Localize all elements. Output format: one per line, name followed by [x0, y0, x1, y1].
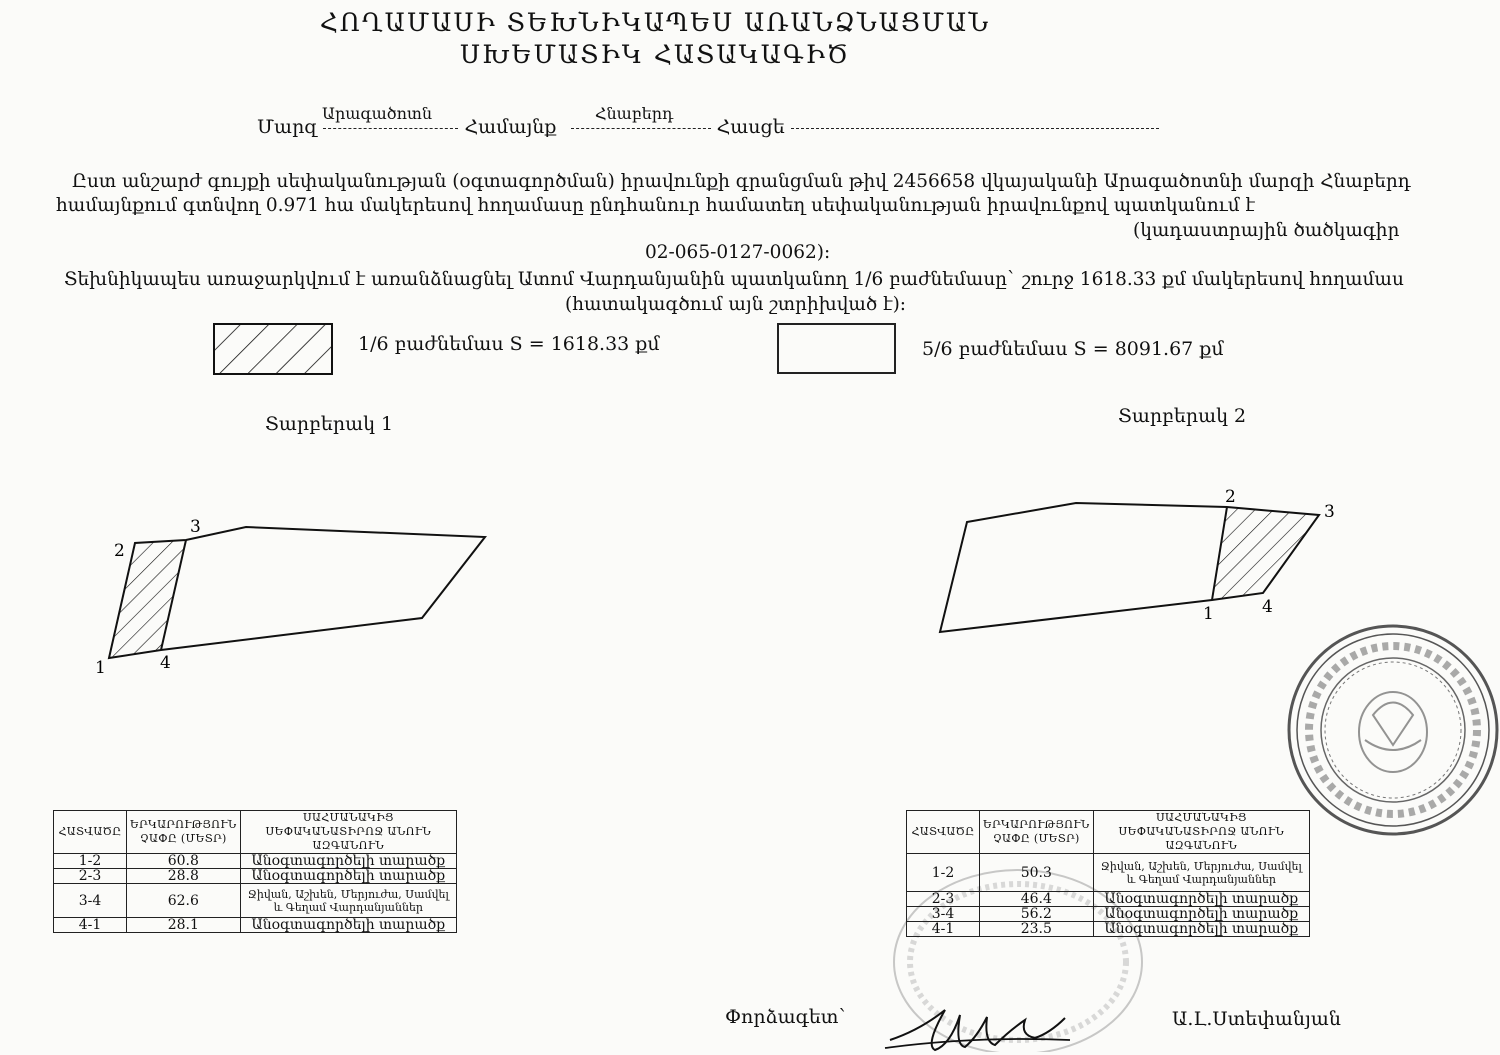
v2-r3-len: 56.2: [980, 907, 1094, 922]
table-row: [907, 922, 1310, 937]
v2-r3-seg: 3-4: [907, 907, 980, 922]
table-row: [907, 907, 1310, 922]
variant1-segment-table: [53, 810, 457, 933]
v1-r1-len: 60.8: [127, 854, 241, 869]
v2-point-3: 3: [1324, 502, 1335, 522]
v1-r1-owner: Անօգտագործելի տարածք: [240, 854, 456, 869]
table-row: [907, 854, 1310, 892]
cadastral-code: 02-065-0127-0062):: [645, 242, 831, 263]
hatched-legend-box: [213, 323, 333, 375]
table-row: [54, 918, 457, 933]
v2-r1-seg: 1-2: [907, 854, 980, 892]
v1-point-2: 2: [114, 541, 125, 561]
table-row: [54, 854, 457, 869]
expert-name: Ա.Լ.Ստեփանյան: [1172, 1008, 1341, 1030]
official-seal: [1285, 620, 1500, 840]
v2-col-segment: ՀԱՏՎԱԾԸ: [907, 811, 980, 854]
marz-value: Արագածոտն: [322, 104, 433, 123]
variant1-title: Տարբերակ 1: [265, 413, 394, 435]
v1-point-3: 3: [190, 517, 201, 537]
v2-point-1: 1: [1203, 604, 1214, 624]
document-subtitle: ՍԽԵՄԱՏԻԿ ՀԱՏԱԿԱԳԻԾ: [459, 40, 851, 69]
table-row: [54, 884, 457, 918]
body-line-5: Տեխնիկապես առաջարկվում է առանձնացնել Ատոմ Վարդանյանին պատկանող 1/6 բաժնեմասը` շուրջ 1618.33 քմ մակերեսով հողամաս: [64, 269, 1404, 290]
v2-r2-len: 46.4: [980, 892, 1094, 907]
expert-label: Փորձագետ`: [725, 1006, 848, 1028]
variant2-segment-table: [906, 810, 1310, 937]
v2-r2-owner: Անօգտագործելի տարածք: [1093, 892, 1309, 907]
v2-r4-len: 23.5: [980, 922, 1094, 937]
v1-point-4: 4: [160, 653, 171, 673]
v1-r4-seg: 4-1: [54, 918, 127, 933]
v1-r3-len: 62.6: [127, 884, 241, 918]
expert-signature: [880, 990, 1080, 1055]
address-label: Հասցե: [716, 116, 785, 138]
v2-point-2: 2: [1225, 487, 1236, 507]
v2-r3-owner: Անօգտագործելի տարածք: [1093, 907, 1309, 922]
community-value: Հնաբերդ: [595, 104, 674, 123]
table-row: [907, 892, 1310, 907]
variant2-share-area: [1212, 507, 1319, 600]
v1-r2-owner: Անօգտագործելի տարածք: [240, 869, 456, 884]
v1-r4-owner: Անօգտագործելի տարածք: [240, 918, 456, 933]
body-line-1: Ըստ անշարժ գույքի սեփականության (օգտագործման) իրավունքի գրանցման թիվ 2456658 վկայականի Արագածոտնի մարզի Հնաբերդ: [72, 171, 1411, 192]
v1-r3-seg: 3-4: [54, 884, 127, 918]
v2-point-4: 4: [1262, 597, 1273, 617]
body-line-3: (կադաստրային ծածկագիր: [1133, 220, 1400, 241]
empty-legend-label: 5/6 բաժնեմաս S = 8091.67 քմ: [922, 338, 1224, 360]
v2-col-length: ԵՐԿԱՐՈՒԹՅՈՒՆ ՉԱՓԸ (ՄԵՏՐ): [980, 811, 1094, 854]
hatched-legend-label: 1/6 բաժնեմաս S = 1618.33 քմ: [358, 333, 660, 355]
v1-point-1: 1: [95, 658, 106, 678]
v2-r2-seg: 2-3: [907, 892, 980, 907]
v2-r4-seg: 4-1: [907, 922, 980, 937]
v1-r2-seg: 2-3: [54, 869, 127, 884]
variant1-plot: [80, 505, 500, 685]
v1-r2-len: 28.8: [127, 869, 241, 884]
v1-col-segment: ՀԱՏՎԱԾԸ: [54, 811, 127, 854]
v2-col-owner: ՍԱՀՄԱՆԱԿԻՑ ՍԵՓԱԿԱՆԱՏԻՐՈՋ ԱՆՈՒՆ ԱԶԳԱՆՈՒՆ: [1093, 811, 1309, 854]
body-line-6: (հատակագծում այն շտրիխված է):: [565, 294, 907, 315]
v1-r3-owner: Ջիվան, Աշխեն, Մերյուժա, Սամվել և Գեղամ Վարդանյաններ: [240, 884, 456, 918]
community-label: Համայնք: [464, 116, 557, 138]
empty-legend-box: [777, 323, 896, 374]
table-row: [54, 869, 457, 884]
v2-r1-owner: Ջիվան, Աշխեն, Մերյուժա, Սամվել և Գեղամ Վարդանյաններ: [1093, 854, 1309, 892]
variant2-title: Տարբերակ 2: [1118, 405, 1247, 427]
document-title: ՀՈՂԱՄԱՍԻ ՏԵԽՆԻԿԱՊԵՍ ԱՌԱՆՁՆԱՑՄԱՆ: [319, 8, 991, 37]
body-line-2: համայնքում գտնվող 0.971 հա մակերեսով հողամասը ընդհանուր համատեղ սեփականության իրավունքով պատկանում է: [56, 195, 1255, 216]
v1-col-owner: ՍԱՀՄԱՆԱԿԻՑ ՍԵՓԱԿԱՆԱՏԻՐՈՋ ԱՆՈՒՆ ԱԶԳԱՆՈՒՆ: [240, 811, 456, 854]
v1-r4-len: 28.1: [127, 918, 241, 933]
v2-r4-owner: Անօգտագործելի տարածք: [1093, 922, 1309, 937]
v1-r1-seg: 1-2: [54, 854, 127, 869]
marz-label: Մարզ: [257, 116, 318, 138]
v1-col-length: ԵՐԿԱՐՈՒԹՅՈՒՆ ՉԱՓԸ (ՄԵՏՐ): [127, 811, 241, 854]
v2-r1-len: 50.3: [980, 854, 1094, 892]
